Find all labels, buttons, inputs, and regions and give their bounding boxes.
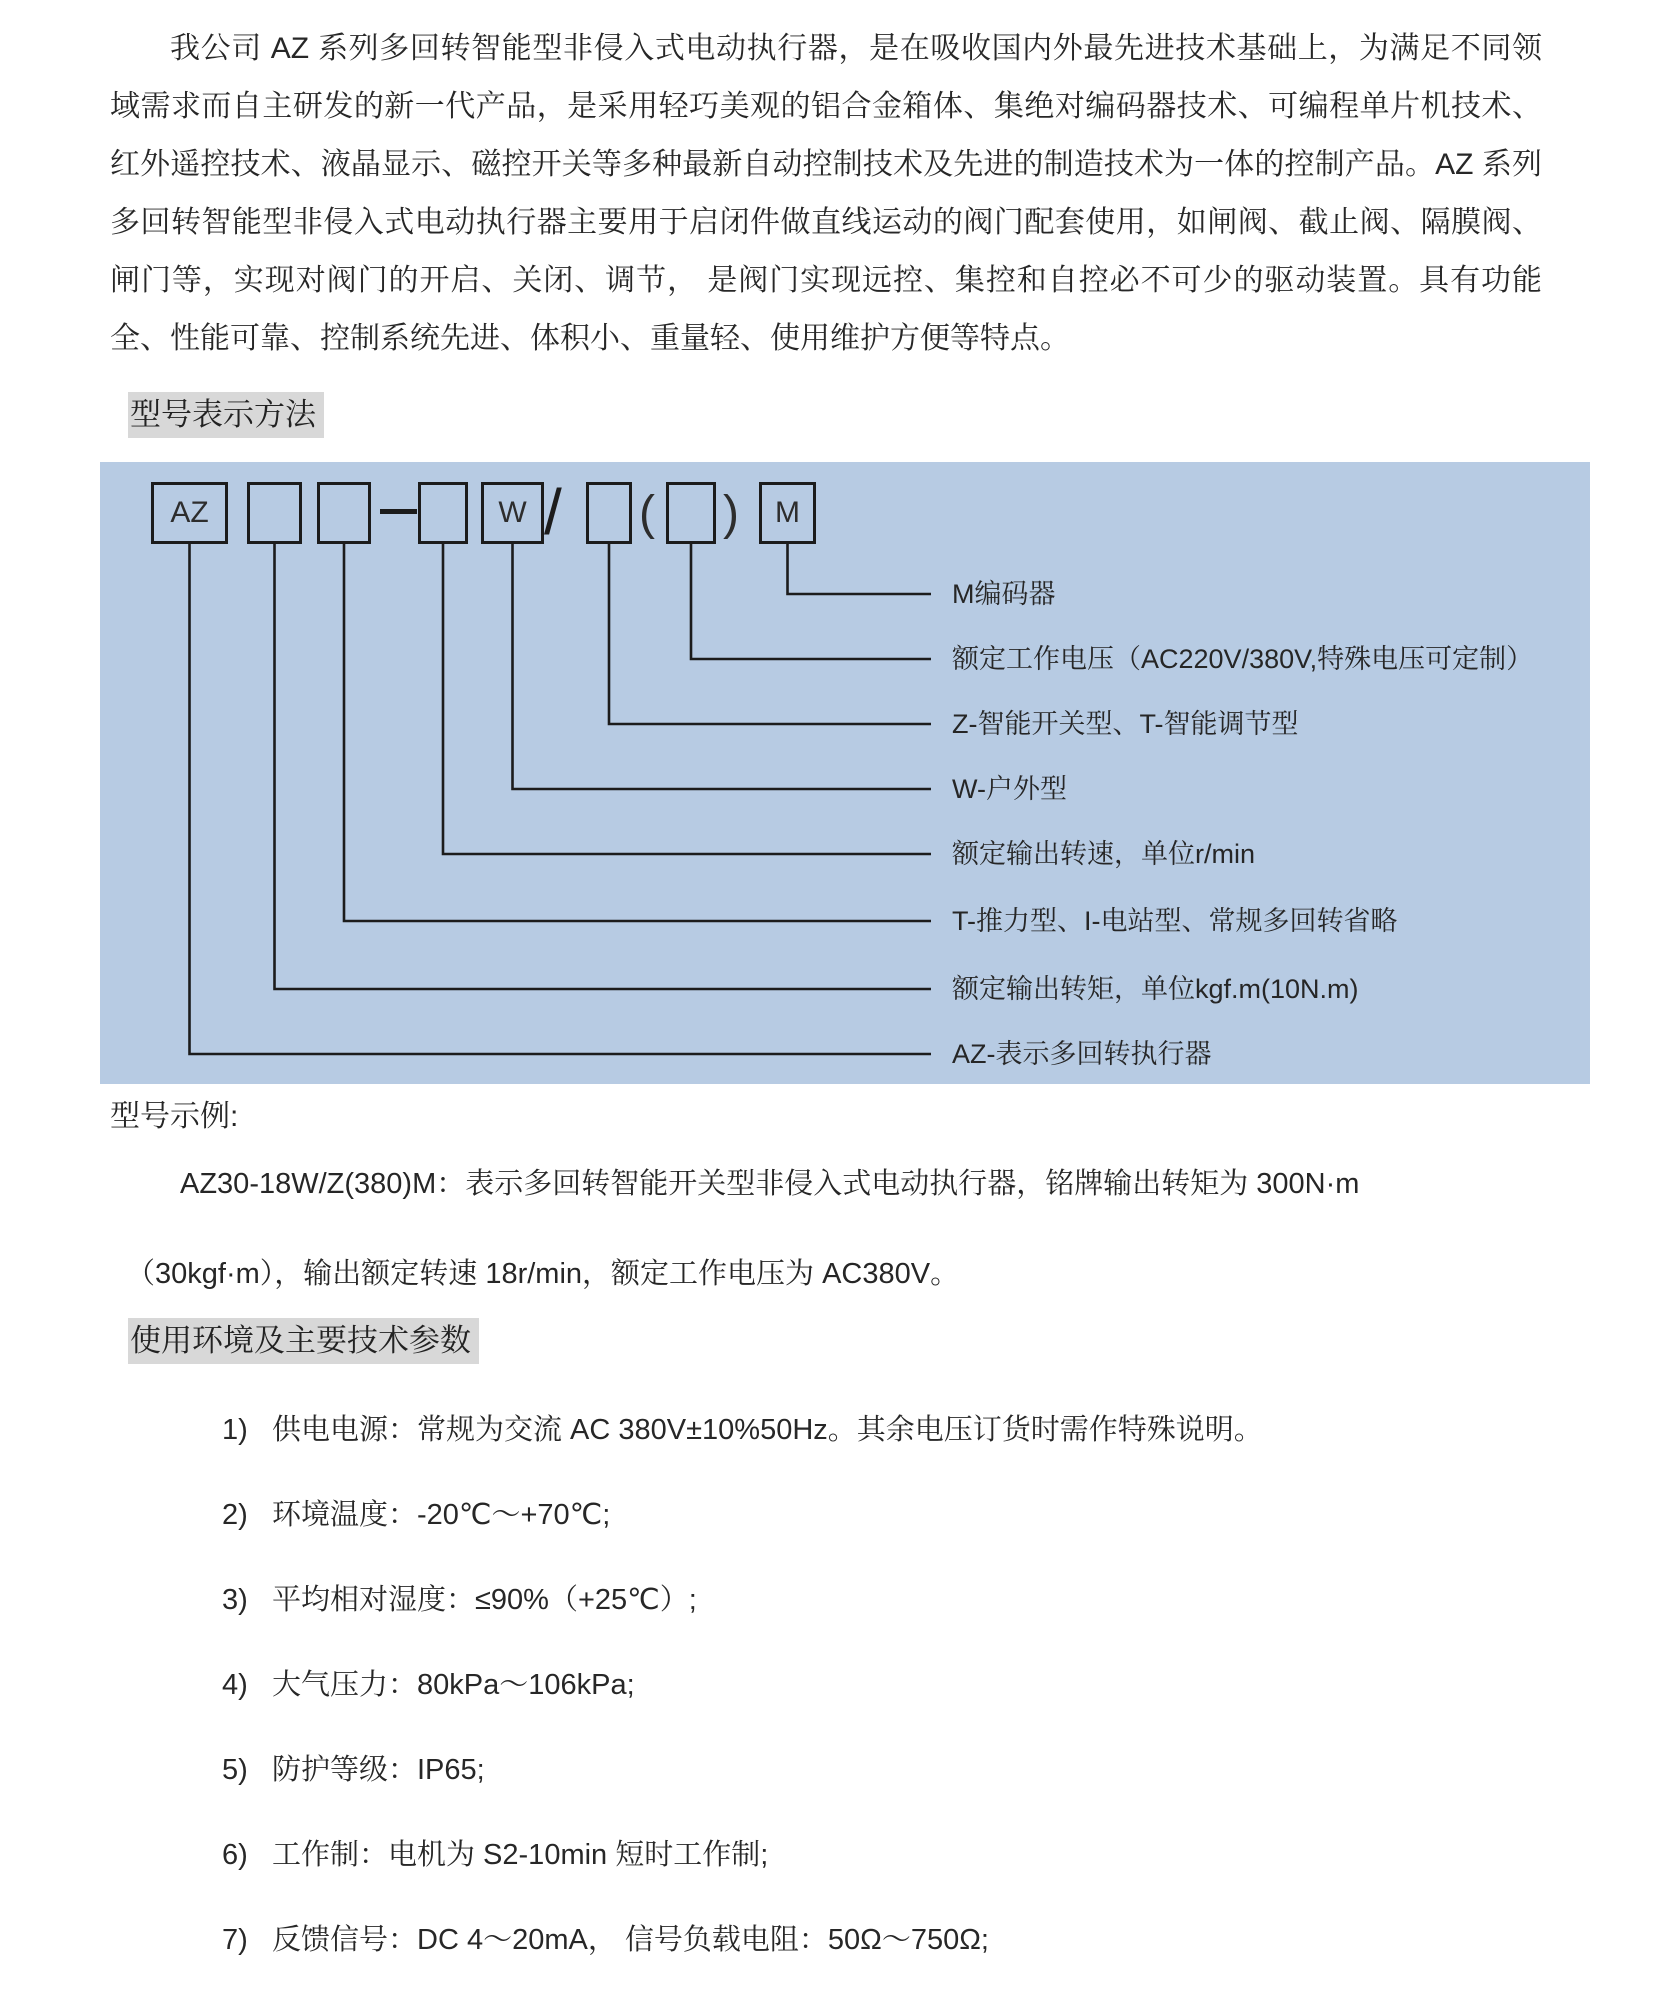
example-line-1: AZ30-18W/Z(380)M：表示多回转智能开关型非侵入式电动执行器，铭牌输出转矩为 300N·m bbox=[180, 1168, 1360, 1200]
param-text: 工作制：电机为 S2-10min 短时工作制; bbox=[272, 1839, 769, 1871]
param-text: 反馈信号：DC 4～20mA， 信号负载电阻：50Ω～750Ω; bbox=[272, 1924, 989, 1956]
param-text: 供电电源：常规为交流 AC 380V±10%50Hz。其余电压订货时需作特殊说明。 bbox=[272, 1414, 1263, 1446]
param-number: 6) bbox=[222, 1839, 248, 1871]
param-number: 2) bbox=[222, 1499, 248, 1531]
param-item-power bbox=[222, 1410, 1654, 1450]
slash-separator: / bbox=[544, 476, 562, 548]
model-box-az: AZ bbox=[151, 482, 228, 544]
model-box-encoder: M bbox=[759, 482, 816, 544]
param-number: 3) bbox=[222, 1584, 248, 1616]
params-list bbox=[222, 1410, 1654, 1960]
example-line-2: （30kgf·m），输出额定转速 18r/min，额定工作电压为 AC380V。 bbox=[126, 1258, 960, 1290]
param-item-protection bbox=[222, 1750, 1654, 1790]
param-number: 4) bbox=[222, 1669, 248, 1701]
param-text: 大气压力：80kPa～106kPa; bbox=[272, 1669, 635, 1701]
section-title-params: 使用环境及主要技术参数 bbox=[128, 1318, 479, 1364]
section-title-model: 型号表示方法 bbox=[128, 392, 324, 438]
model-box-voltage bbox=[666, 482, 716, 544]
param-item-duty bbox=[222, 1835, 1654, 1875]
model-box-drive-type bbox=[317, 482, 371, 544]
diagram-label-encoder: M编码器 bbox=[952, 579, 1056, 609]
param-number: 5) bbox=[222, 1754, 248, 1786]
diagram-label-drive-type: T-推力型、I-电站型、常规多回转省略 bbox=[952, 906, 1398, 936]
diagram-label-control-type: Z-智能开关型、T-智能调节型 bbox=[952, 709, 1299, 739]
model-code-diagram bbox=[100, 462, 1590, 1084]
diagram-label-voltage: 额定工作电压（AC220V/380V,特殊电压可定制） bbox=[952, 644, 1534, 674]
param-number: 1) bbox=[222, 1414, 248, 1446]
model-box-speed bbox=[418, 482, 468, 544]
example-heading: 型号示例: bbox=[110, 1100, 239, 1133]
diagram-label-outdoor: W-户外型 bbox=[952, 774, 1067, 804]
document-page bbox=[0, 20, 1654, 2013]
param-number: 7) bbox=[222, 1924, 248, 1956]
close-paren: ) bbox=[723, 487, 739, 540]
diagram-label-speed: 额定输出转速，单位r/min bbox=[952, 839, 1255, 869]
model-box-torque bbox=[247, 482, 302, 544]
param-text: 平均相对湿度：≤90%（+25℃）; bbox=[272, 1584, 697, 1616]
param-item-pressure bbox=[222, 1665, 1654, 1705]
param-item-temperature bbox=[222, 1495, 1654, 1535]
open-paren: ( bbox=[639, 487, 655, 540]
param-text: 防护等级：IP65; bbox=[272, 1754, 485, 1786]
param-item-humidity bbox=[222, 1580, 1654, 1620]
param-item-feedback bbox=[222, 1920, 1654, 1960]
dash-separator bbox=[380, 509, 417, 514]
param-text: 环境温度：-20℃～+70℃; bbox=[272, 1499, 611, 1531]
diagram-label-az: AZ-表示多回转执行器 bbox=[952, 1039, 1212, 1069]
model-box-outdoor: W bbox=[481, 482, 544, 544]
intro-paragraph: 我公司 AZ 系列多回转智能型非侵入式电动执行器，是在吸收国内外最先进技术基础上，为满足不同领域需求而自主研发的新一代产品，是采用轻巧美观的铝合金箱体、集绝对编码器技术、可编程单片机技术、红外遥控技术、液晶显示、磁控开关等多种最新自动控制技术及先进的制造技术为一体的控制产品。AZ 系列多回转智能型非侵入式电动执行器主要用于启闭件做直线运动的阀门配套使用，如闸阀、截止阀、隔膜阀、闸门等，实现对阀门的开启、关闭、调节， 是阀门实现远控、集控和自控必不可少的驱动装置。具有功能全、性能可靠、控制系统先进、体积小、重量轻、使用维护方便等特点。 bbox=[110, 32, 1542, 355]
diagram-label-torque: 额定输出转矩，单位kgf.m(10N.m) bbox=[952, 974, 1359, 1004]
connector-lines bbox=[100, 462, 1590, 1084]
model-box-control-type bbox=[586, 482, 632, 544]
